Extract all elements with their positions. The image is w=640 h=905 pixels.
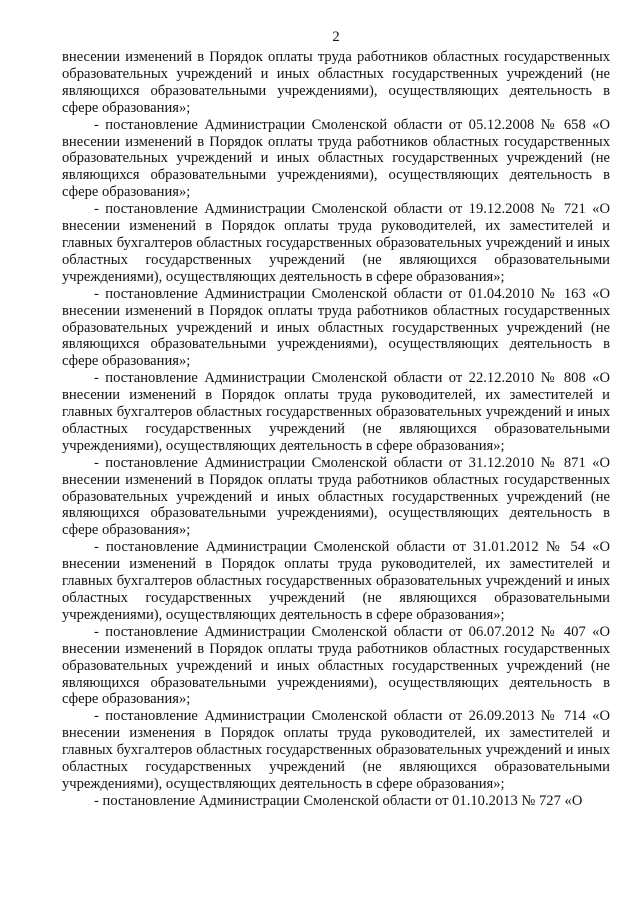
- list-item-resolution-721: - постановление Администрации Смоленской области от 19.12.2008 № 721 «О внесении изменений в Порядок оплаты труда руководителей, их заместителей и главных бухгалтеров областных государственных образовательных учреждений и иных областных государственных учреждений (не являющихся образовательными учреждениями), осуществляющих деятельность в сфере образования»;: [62, 201, 610, 285]
- list-item-resolution-407: - постановление Администрации Смоленской области от 06.07.2012 № 407 «О внесении изменений в Порядок оплаты труда работников областных государственных образовательных учреждений и иных областных государственных учреждений (не являющихся образовательными учреждениями), осуществляющих деятельность в сфере образования»;: [62, 623, 610, 708]
- list-item-resolution-727: - постановление Администрации Смоленской области от 01.10.2013 № 727 «О: [94, 792, 583, 809]
- list-item-resolution-54: - постановление Администрации Смоленской области от 31.01.2012 № 54 «О внесении изменений в Порядок оплаты труда руководителей, их заместителей и главных бухгалтеров областных государственных образовательных учреждений и иных областных государственных учреждений (не являющихся образовательными учреждениями), осуществляющих деятельность в сфере образования»;: [62, 539, 610, 623]
- list-item-resolution-808: - постановление Администрации Смоленской области от 22.12.2010 № 808 «О внесении изменений в Порядок оплаты труда руководителей, их заместителей и главных бухгалтеров областных государственных образовательных учреждений и иных областных государственных учреждений (не являющихся образовательными учреждениями), осуществляющих деятельность в сфере образования»;: [62, 370, 610, 454]
- list-item-resolution-163: - постановление Администрации Смоленской области от 01.04.2010 № 163 «О внесении изменений в Порядок оплаты труда работников областных государственных образовательных учреждений и иных областных государственных учреждений (не являющихся образовательными учреждениями), осуществляющих деятельность в сфере образования»;: [62, 285, 610, 370]
- list-item-resolution-871: - постановление Администрации Смоленской области от 31.12.2010 № 871 «О внесении изменений в Порядок оплаты труда работников областных государственных образовательных учреждений и иных областных государственных учреждений (не являющихся образовательными учреждениями), осуществляющих деятельность в сфере образования»;: [62, 454, 610, 539]
- list-item-resolution-714: - постановление Администрации Смоленской области от 26.09.2013 № 714 «О внесении изменения в Порядок оплаты труда руководителей, их заместителей и главных бухгалтеров областных государственных образовательных учреждений и иных областных государственных учреждений (не являющихся образовательными учреждениями), осуществляющих деятельность в сфере образования»;: [62, 708, 610, 792]
- document-page: [62, 0, 610, 810]
- page-number: 2: [332, 29, 340, 45]
- list-item-resolution-658: - постановление Администрации Смоленской области от 05.12.2008 № 658 «О внесении изменений в Порядок оплаты труда работников областных государственных образовательных учреждений и иных областных государственных учреждений (не являющихся образовательными учреждениями), осуществляющих деятельность в сфере образования»;: [62, 116, 610, 201]
- paragraph-continuation: внесении изменений в Порядок оплаты труда работников областных государственных образовательных учреждений и иных областных государственных учреждений (не являющихся образовательными учреждениями), осуществляющих деятельность в сфере образования»;: [62, 49, 610, 116]
